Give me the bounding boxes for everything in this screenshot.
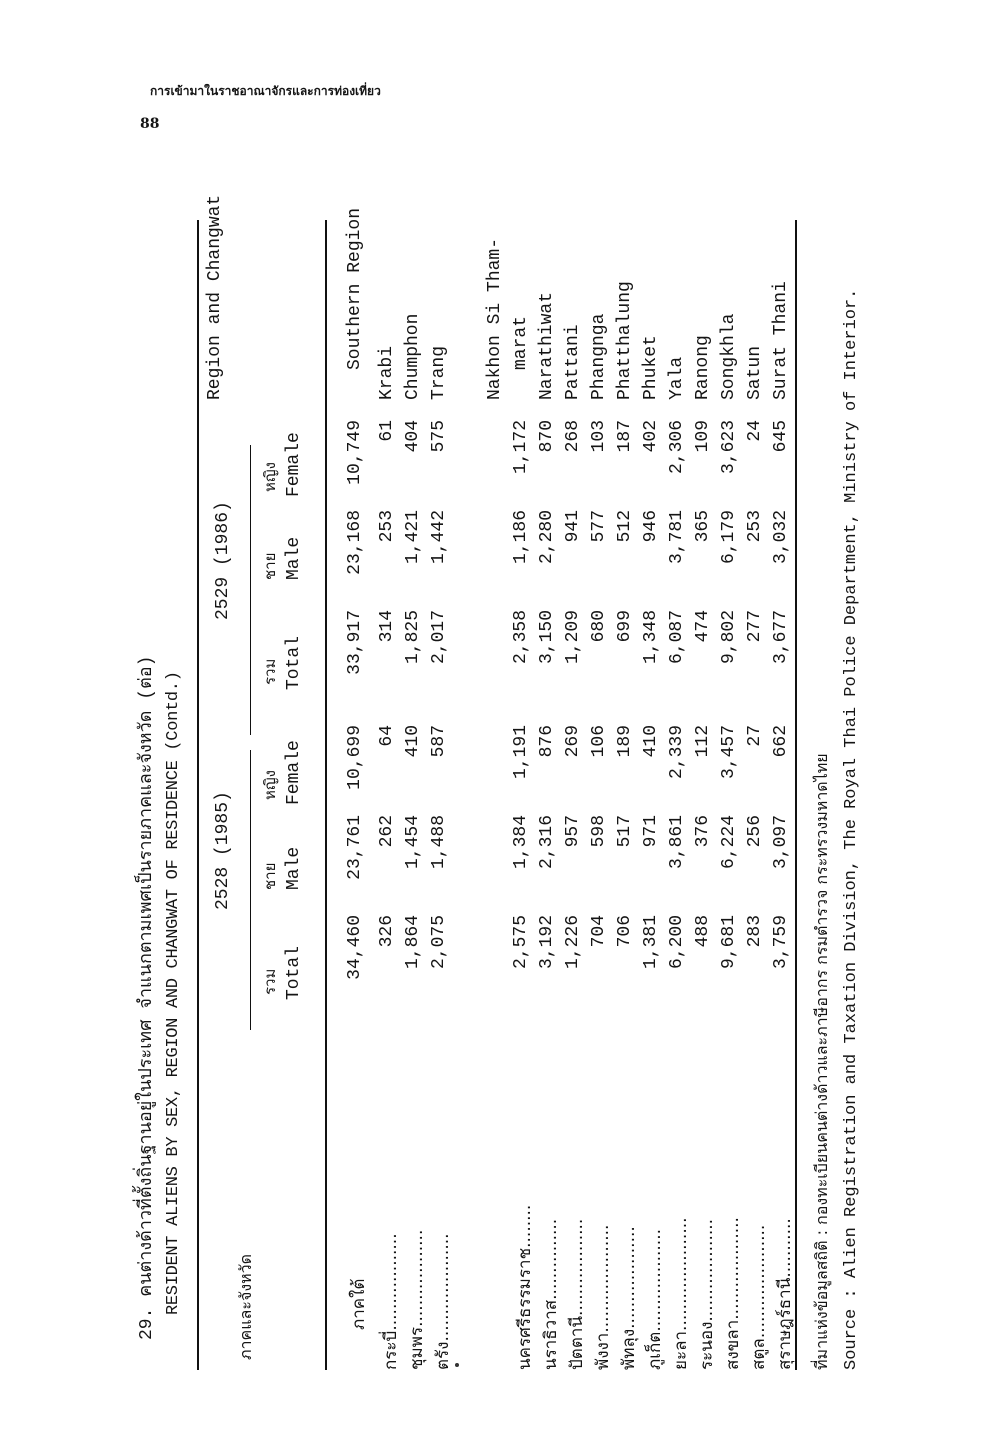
row-label-english: Phangnga xyxy=(589,313,609,400)
cell-t86: 2,017 xyxy=(429,610,449,665)
row-label-english: Pattani xyxy=(563,324,583,400)
col-male-eng-85: Male xyxy=(284,846,304,890)
cell-m85: 1,454 xyxy=(403,815,423,870)
cell-f85: 112 xyxy=(693,725,713,758)
source-note-english: Source : Alien Registration and Taxation Division, The Royal Thai Police Department, Ministry of Interior. xyxy=(842,288,861,1370)
cell-m85: 957 xyxy=(563,815,583,848)
cell-m86: 253 xyxy=(377,510,397,543)
cell-f86: 402 xyxy=(641,420,661,453)
cell-f86: 645 xyxy=(771,420,791,453)
year-1985-head: 2528 (1985) xyxy=(213,791,233,910)
row-label-english: Surat Thani xyxy=(771,281,791,400)
cell-t85: 34,460 xyxy=(345,915,365,980)
col-total-eng-85: Total xyxy=(284,945,304,1000)
cell-m86: 1,421 xyxy=(403,510,423,565)
cell-f85: 410 xyxy=(403,725,423,758)
row-label-english: Krabi xyxy=(377,345,397,400)
row-label-thai: ระนอง................... xyxy=(697,1218,717,1370)
row-label-thai: พัทลุง................... xyxy=(619,1226,639,1370)
year-1986-head: 2529 (1986) xyxy=(213,501,233,620)
row-label-english: Songkhla xyxy=(719,313,739,400)
row-label-thai: สตูล..................... xyxy=(749,1224,769,1370)
cell-m86: 946 xyxy=(641,510,661,543)
cell-f86: 268 xyxy=(563,420,583,453)
cell-f86: 870 xyxy=(537,420,557,453)
cell-m86: 365 xyxy=(693,510,713,543)
cell-f85: 410 xyxy=(641,725,661,758)
cell-t86: 474 xyxy=(693,610,713,643)
cell-t86: 6,087 xyxy=(667,610,687,665)
cell-m86: 3,781 xyxy=(667,510,687,565)
cell-m85: 2,316 xyxy=(537,815,557,870)
cell-f85: 1,191 xyxy=(511,725,531,780)
top-rule xyxy=(197,220,199,1370)
row-label-english: Ranong xyxy=(693,335,713,400)
cell-f86: 10,749 xyxy=(345,420,365,485)
row-label-thai: สงขลา................... xyxy=(723,1217,743,1370)
cell-f85: 2,339 xyxy=(667,725,687,780)
row-label-thai: ตรัง.................... xyxy=(433,1233,453,1370)
cell-t85: 283 xyxy=(745,915,765,948)
row-label-thai: ชุมพร.................. xyxy=(407,1229,427,1370)
cell-f85: 587 xyxy=(429,725,449,758)
cell-m86: 23,168 xyxy=(345,510,365,575)
cell-f85: 64 xyxy=(377,725,397,747)
table-title-english: RESIDENT ALIENS BY SEX, REGION AND CHANGWAT OF RESIDENCE (Contd.) xyxy=(164,671,183,1315)
col-total-eng-86: Total xyxy=(284,635,304,690)
cell-m86: 253 xyxy=(745,510,765,543)
bottom-rule xyxy=(795,220,797,1370)
cell-f86: 103 xyxy=(589,420,609,453)
cell-t86: 2,358 xyxy=(511,610,531,665)
source-note-thai: ที่มาแห่งข้อมูลสถิติ : กองทะเบียนคนต่างด้าวและภาษีอากร กรมตำรวจ กระทรวงมหาดไทย xyxy=(812,753,831,1370)
stub-head-thai: ภาคและจังหวัด xyxy=(236,1253,255,1360)
cell-t86: 1,209 xyxy=(563,610,583,665)
cell-f86: 2,306 xyxy=(667,420,687,475)
cell-f85: 106 xyxy=(589,725,609,758)
row-label-english: Nakhon Si Tham- xyxy=(485,237,505,400)
cell-t85: 6,200 xyxy=(667,915,687,970)
cell-m86: 6,179 xyxy=(719,510,739,565)
year-1985-rule xyxy=(250,750,251,1030)
cell-m85: 1,384 xyxy=(511,815,531,870)
header-rule xyxy=(325,220,327,1370)
row-label-english: Narathiwat xyxy=(537,291,557,400)
row-label-thai: ภูเก็ต................... xyxy=(645,1228,665,1370)
cell-m85: 6,224 xyxy=(719,815,739,870)
cell-f85: 27 xyxy=(745,725,765,747)
cell-m85: 23,761 xyxy=(345,815,365,880)
row-label-english: Yala xyxy=(667,356,687,400)
running-header: การเข้ามาในราชอาณาจักรและการท่องเที่ยว xyxy=(150,84,381,98)
cell-m86: 512 xyxy=(615,510,635,543)
row-label-english: Satun xyxy=(745,345,765,400)
cell-t86: 314 xyxy=(377,610,397,643)
col-male-thai-86: ชาย xyxy=(261,552,279,580)
cell-t85: 2,575 xyxy=(511,915,531,970)
cell-t85: 1,381 xyxy=(641,915,661,970)
col-total-thai-86: รวม xyxy=(261,658,279,685)
row-label-english: Chumphon xyxy=(403,313,423,400)
cell-f86: 187 xyxy=(615,420,635,453)
cell-t86: 9,802 xyxy=(719,610,739,665)
cell-m85: 1,488 xyxy=(429,815,449,870)
cell-f86: 61 xyxy=(377,420,397,442)
row-label-english: Southern Region xyxy=(345,207,365,370)
cell-f85: 269 xyxy=(563,725,583,758)
cell-t85: 3,759 xyxy=(771,915,791,970)
row-label-english-continued: marat xyxy=(511,315,531,370)
rotated-table xyxy=(130,180,870,1400)
cell-m86: 941 xyxy=(563,510,583,543)
cell-t86: 1,348 xyxy=(641,610,661,665)
cell-f85: 876 xyxy=(537,725,557,758)
cell-f86: 109 xyxy=(693,420,713,453)
cell-m85: 262 xyxy=(377,815,397,848)
cell-f86: 1,172 xyxy=(511,420,531,475)
row-label-thai: พังงา.................... xyxy=(593,1224,613,1370)
cell-t85: 3,192 xyxy=(537,915,557,970)
cell-t85: 326 xyxy=(377,915,397,948)
cell-f86: 575 xyxy=(429,420,449,453)
cell-m85: 971 xyxy=(641,815,661,848)
row-label-english: Trang xyxy=(429,345,449,400)
cell-m86: 1,186 xyxy=(511,510,531,565)
cell-f85: 3,457 xyxy=(719,725,739,780)
cell-m85: 598 xyxy=(589,815,609,848)
col-female-thai-85: หญิง xyxy=(261,770,279,800)
cell-f86: 24 xyxy=(745,420,765,442)
cell-f86: 3,623 xyxy=(719,420,739,475)
cell-m86: 577 xyxy=(589,510,609,543)
cell-m85: 256 xyxy=(745,815,765,848)
cell-f85: 10,699 xyxy=(345,725,365,790)
row-label-thai: สุราษฎร์ธานี........... xyxy=(775,1218,795,1370)
row-label-thai: กระบี่.................. xyxy=(381,1233,401,1370)
col-male-eng-86: Male xyxy=(284,536,304,580)
cell-m86: 1,442 xyxy=(429,510,449,565)
row-label-thai: ภาคใต้ xyxy=(349,1278,369,1330)
table-title-thai: 29. คนต่างด้าวที่ตั้งถิ่นฐานอยู่ในประเทศ จำแนกตามเพศเป็นรายภาคและจังหวัด (ต่อ) xyxy=(137,655,157,1340)
cell-t85: 1,864 xyxy=(403,915,423,970)
row-label-thai: ปัตตานี.................. xyxy=(567,1218,587,1370)
cell-t86: 699 xyxy=(615,610,635,643)
cell-t85: 2,075 xyxy=(429,915,449,970)
row-label-english: Phatthalung xyxy=(615,281,635,400)
cell-t86: 1,825 xyxy=(403,610,423,665)
row-label-english: Phuket xyxy=(641,335,661,400)
col-female-eng-86: Female xyxy=(284,432,304,497)
cell-t86: 277 xyxy=(745,610,765,643)
cell-t86: 33,917 xyxy=(345,610,365,675)
row-label-thai: นครศรีธรรมราช........ xyxy=(515,1204,535,1370)
row-label-thai: นราธิวาส............... xyxy=(541,1218,561,1370)
cell-t85: 1,226 xyxy=(563,915,583,970)
col-female-eng-85: Female xyxy=(284,740,304,805)
cell-m85: 3,097 xyxy=(771,815,791,870)
cell-m85: 376 xyxy=(693,815,713,848)
cell-m86: 2,280 xyxy=(537,510,557,565)
col-male-thai-85: ชาย xyxy=(261,862,279,890)
cell-t85: 704 xyxy=(589,915,609,948)
cell-t86: 680 xyxy=(589,610,609,643)
row-label-thai: ยะลา..................... xyxy=(671,1217,691,1370)
col-female-thai-86: หญิง xyxy=(261,462,279,492)
cell-t85: 706 xyxy=(615,915,635,948)
page-number: 88 xyxy=(140,116,160,132)
cell-m85: 3,861 xyxy=(667,815,687,870)
cell-t85: 488 xyxy=(693,915,713,948)
year-1986-rule xyxy=(250,445,251,735)
stub-head-english: Region and Changwat xyxy=(205,194,225,400)
cell-m86: 3,032 xyxy=(771,510,791,565)
col-total-thai-85: รวม xyxy=(261,968,279,995)
cell-t86: 3,150 xyxy=(537,610,557,665)
cell-t86: 3,677 xyxy=(771,610,791,665)
cell-f86: 404 xyxy=(403,420,423,453)
cell-m85: 517 xyxy=(615,815,635,848)
cell-f85: 662 xyxy=(771,725,791,758)
cell-t85: 9,681 xyxy=(719,915,739,970)
cell-f85: 189 xyxy=(615,725,635,758)
